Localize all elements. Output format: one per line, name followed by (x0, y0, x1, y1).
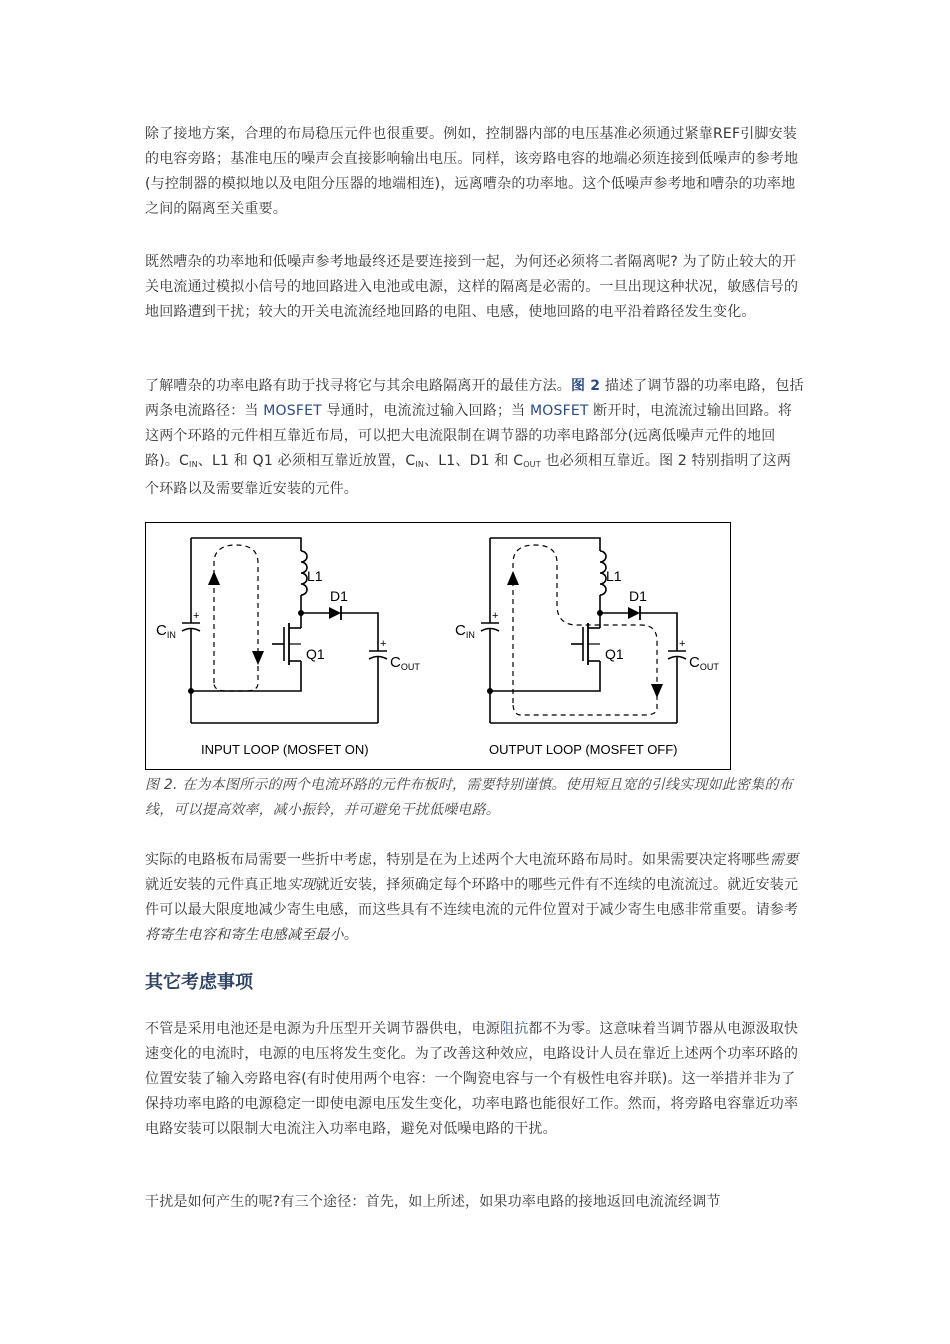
p4-emphasis-2: 实现 (287, 877, 316, 893)
figure-2-reference-link[interactable]: 图 2 (571, 378, 601, 394)
paragraph-power-loops (145, 374, 805, 502)
left-cout-plus: + (380, 638, 387, 650)
section-heading: 其它考虑事项 (145, 972, 253, 993)
p4-text-d: 。 (343, 927, 359, 943)
left-cin-plus: + (193, 610, 200, 622)
figure-caption-text: 图 2. 在为本图所示的两个电流环路的元件布板时，需要特别谨慎。使用短且宽的引线实现如此密集的布线，可以提高效率，减小振铃，并可避免干扰低噪电路。 (145, 777, 793, 818)
parasitic-reference-link[interactable]: 将寄生电容和寄生电感减至最小 (145, 927, 344, 943)
right-diode-label: D1 (629, 588, 647, 604)
output-loop-circuit (455, 538, 719, 757)
p4-text-b: 就近安装的元件真正地 (145, 877, 287, 893)
cin-subscript-1: IN (189, 460, 198, 469)
left-mosfet-label: Q1 (306, 646, 325, 662)
paragraph-interference: 干扰是如何产生的呢?有三个途径：首先，如上所述，如果功率电路的接地返回电流流经调节 (145, 1194, 721, 1210)
figure-2-circuit-diagram (145, 522, 731, 770)
paragraph-layout-regulator: 除了接地方案，合理的布局稳压元件也很重要。例如，控制器内部的电压基准必须通过紧靠REF引脚安装的电容旁路；基准电压的噪声会直接影响输出电压。同样，该旁路电容的地端必须连接到低噪声的参考地(与控制器的模拟地以及电阻分压器的地端相连)，远离嘈杂的功率地。这个低噪声参考地和嘈杂的功率地之间的隔离至关重要。 (145, 126, 799, 217)
mosfet-link-2[interactable]: MOSFET (530, 403, 589, 419)
right-cout-plus: + (679, 638, 686, 650)
p4-emphasis-1: 需要 (769, 852, 799, 868)
output-loop-caption: OUTPUT LOOP (MOSFET OFF) (489, 742, 678, 757)
p3-text-a: 了解嘈杂的功率电路有助于找寻将它与其余电路隔离开的最佳方法。 (145, 378, 571, 394)
p5-text-b: 都不为零。这意味着当调节器从电源汲取快速变化的电流时，电源的电压将发生变化。为了改善这种效应，电路设计人员在靠近上述两个功率环路的位置安装了输入旁路电容(有时使用两个电容：一个陶瓷电容与一个有极性电容并联)。这一举措并非为了保持功率电路的电源稳定一即使电源电压发生变化，功率电路也能很好工作。然而，将旁路电容靠近功率电路安装可以限制大电流注入功率电路，避免对低噪电路的干扰。 (145, 1021, 799, 1137)
right-mosfet-label: Q1 (605, 646, 624, 662)
right-cin-label: $C_{IN}$ (455, 622, 475, 640)
paragraph-board-layout (145, 848, 805, 948)
p3-text-c: 导通时，电流流过输入回路；当 (321, 403, 530, 419)
p3-text-f: 、L1、D1 和 C (424, 453, 524, 469)
input-loop-caption: INPUT LOOP (MOSFET ON) (201, 742, 369, 757)
left-diode-label: D1 (330, 588, 348, 604)
impedance-link[interactable]: 阻抗 (500, 1021, 529, 1037)
p4-text-c: 就近安装，择须确定每个环路中的哪些元件有不连续的电流流过。就近安装元件可以最大限度地减少寄生电感，而这些具有不连续电流的元件位置对于减少寄生电感非常重要。请参考 (145, 877, 799, 918)
input-loop-circuit (156, 538, 420, 757)
paragraph-ground-isolation: 既然嘈杂的功率地和低噪声参考地最终还是要连接到一起，为何还必须将二者隔离呢? 为了防止较大的开关电流通过模拟小信号的地回路进入电池或电源，这样的隔离是必需的。一旦出现这种状况，敏感信号的地回路遭到干扰；较大的开关电流流经地回路的电阻、电感，使地回路的电平沿着路径发生变化。 (145, 254, 799, 320)
p4-text-a: 实际的电路板布局需要一些折中考虑，特别是在为上述两个大电流环路布局时。如果需要决定将哪些 (145, 852, 770, 868)
right-cin-plus: + (492, 610, 499, 622)
p3-text-e: 、L1 和 Q1 必须相互靠近放置，C (197, 453, 416, 469)
p3-text-g: 也必须相互靠近。图 2 特别指明了这两个环路以及需要靠近安装的元件。 (145, 453, 792, 497)
circuit-diagram-svg (146, 523, 730, 769)
right-cout-label: $C_{OUT}$ (689, 654, 719, 672)
mosfet-link-1[interactable]: MOSFET (263, 403, 322, 419)
left-cin-label: $C_{IN}$ (156, 622, 176, 640)
figure-caption (145, 773, 805, 823)
cout-subscript: OUT (523, 460, 541, 469)
paragraph-input-bypass (145, 1017, 805, 1142)
p3-text-b: 描述了调节器的功率电路，包括两条电流路径：当 (145, 378, 804, 419)
p3-text-d: 断开时，电流流过输出回路。将这两个环路的元件相互靠近布局，可以把大电流限制在调节器的功率电路部分(远离低噪声元件的地回路)。C (145, 403, 793, 469)
right-inductor-label: L1 (606, 568, 622, 584)
left-inductor-label: L1 (307, 568, 323, 584)
p5-text-a: 不管是采用电池还是电源为升压型开关调节器供电，电源 (145, 1021, 500, 1037)
left-cout-label: $C_{OUT}$ (390, 654, 420, 672)
cin-subscript-2: IN (415, 460, 425, 469)
